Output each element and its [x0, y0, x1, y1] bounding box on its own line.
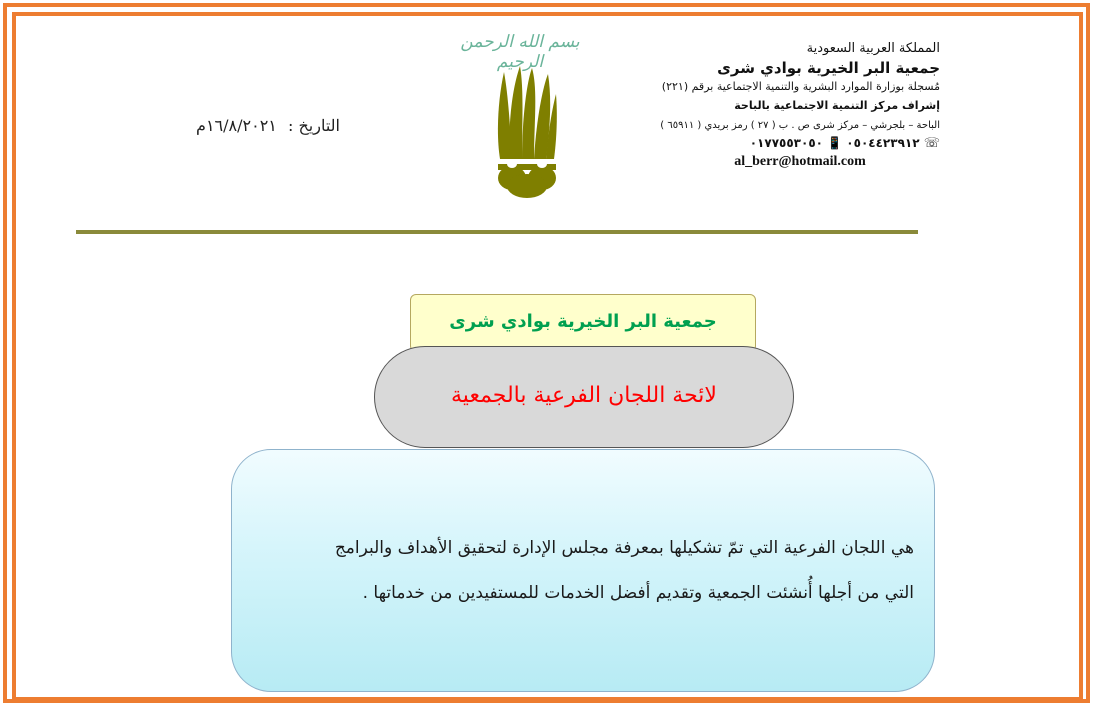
- organization-title: جمعية البر الخيرية بوادي شرى: [449, 311, 717, 332]
- contact-numbers: [660, 134, 940, 153]
- address-line: الباحة – بلجرشي – مركز شرى ص . ب ( ٢٧ ) رمز بريدي ( ٦٥٩١١ ): [660, 120, 940, 131]
- definition-line-1: هي اللجان الفرعية التي تمّ تشكيلها بمعرفة مجلس الإدارة لتحقيق الأهداف والبرامج: [334, 538, 914, 558]
- organization-letterhead: [660, 40, 940, 171]
- telephone-icon: ☏: [923, 136, 940, 151]
- organization-title-box: [410, 294, 756, 352]
- definition-line-2: التي من أجلها أُنشئت الجمعية وتقديم أفضل الخدمات للمستفيدين من خدماتها .: [362, 583, 914, 603]
- date-value: ١٦/٨/٢٠٢١م: [196, 116, 277, 135]
- definition-box: [231, 449, 935, 692]
- document-subtitle: لائحة اللجان الفرعية بالجمعية: [451, 383, 717, 408]
- email-address: al_berr@hotmail.com: [734, 154, 866, 169]
- date-label: التاريخ :: [287, 116, 340, 135]
- organization-name: جمعية البر الخيرية بوادي شرى: [717, 59, 940, 77]
- country-name: المملكة العربية السعودية: [806, 41, 940, 56]
- document-subtitle-box: [374, 346, 794, 448]
- definition-text: [260, 526, 914, 616]
- mobile-phone-icon: 📱: [827, 136, 843, 150]
- document-date: [150, 116, 340, 135]
- supervision-line: إشراف مركز التنمية الاجتماعية بالباحة: [734, 99, 940, 112]
- basmala-calligraphy: بسم الله الرحمن الرحيم: [460, 32, 580, 72]
- registration-line: مُسجلة بوزارة الموارد البشرية والتنمية الاجتماعية برقم (٢٢١): [661, 80, 940, 93]
- mobile-number: ٠٥٠٤٤٢٣٩١٢: [846, 136, 920, 150]
- header-separator-line: [76, 230, 918, 234]
- organization-logo: [492, 64, 562, 198]
- phone-number: ٠١٧٧٥٥٣٠٥٠: [749, 136, 823, 150]
